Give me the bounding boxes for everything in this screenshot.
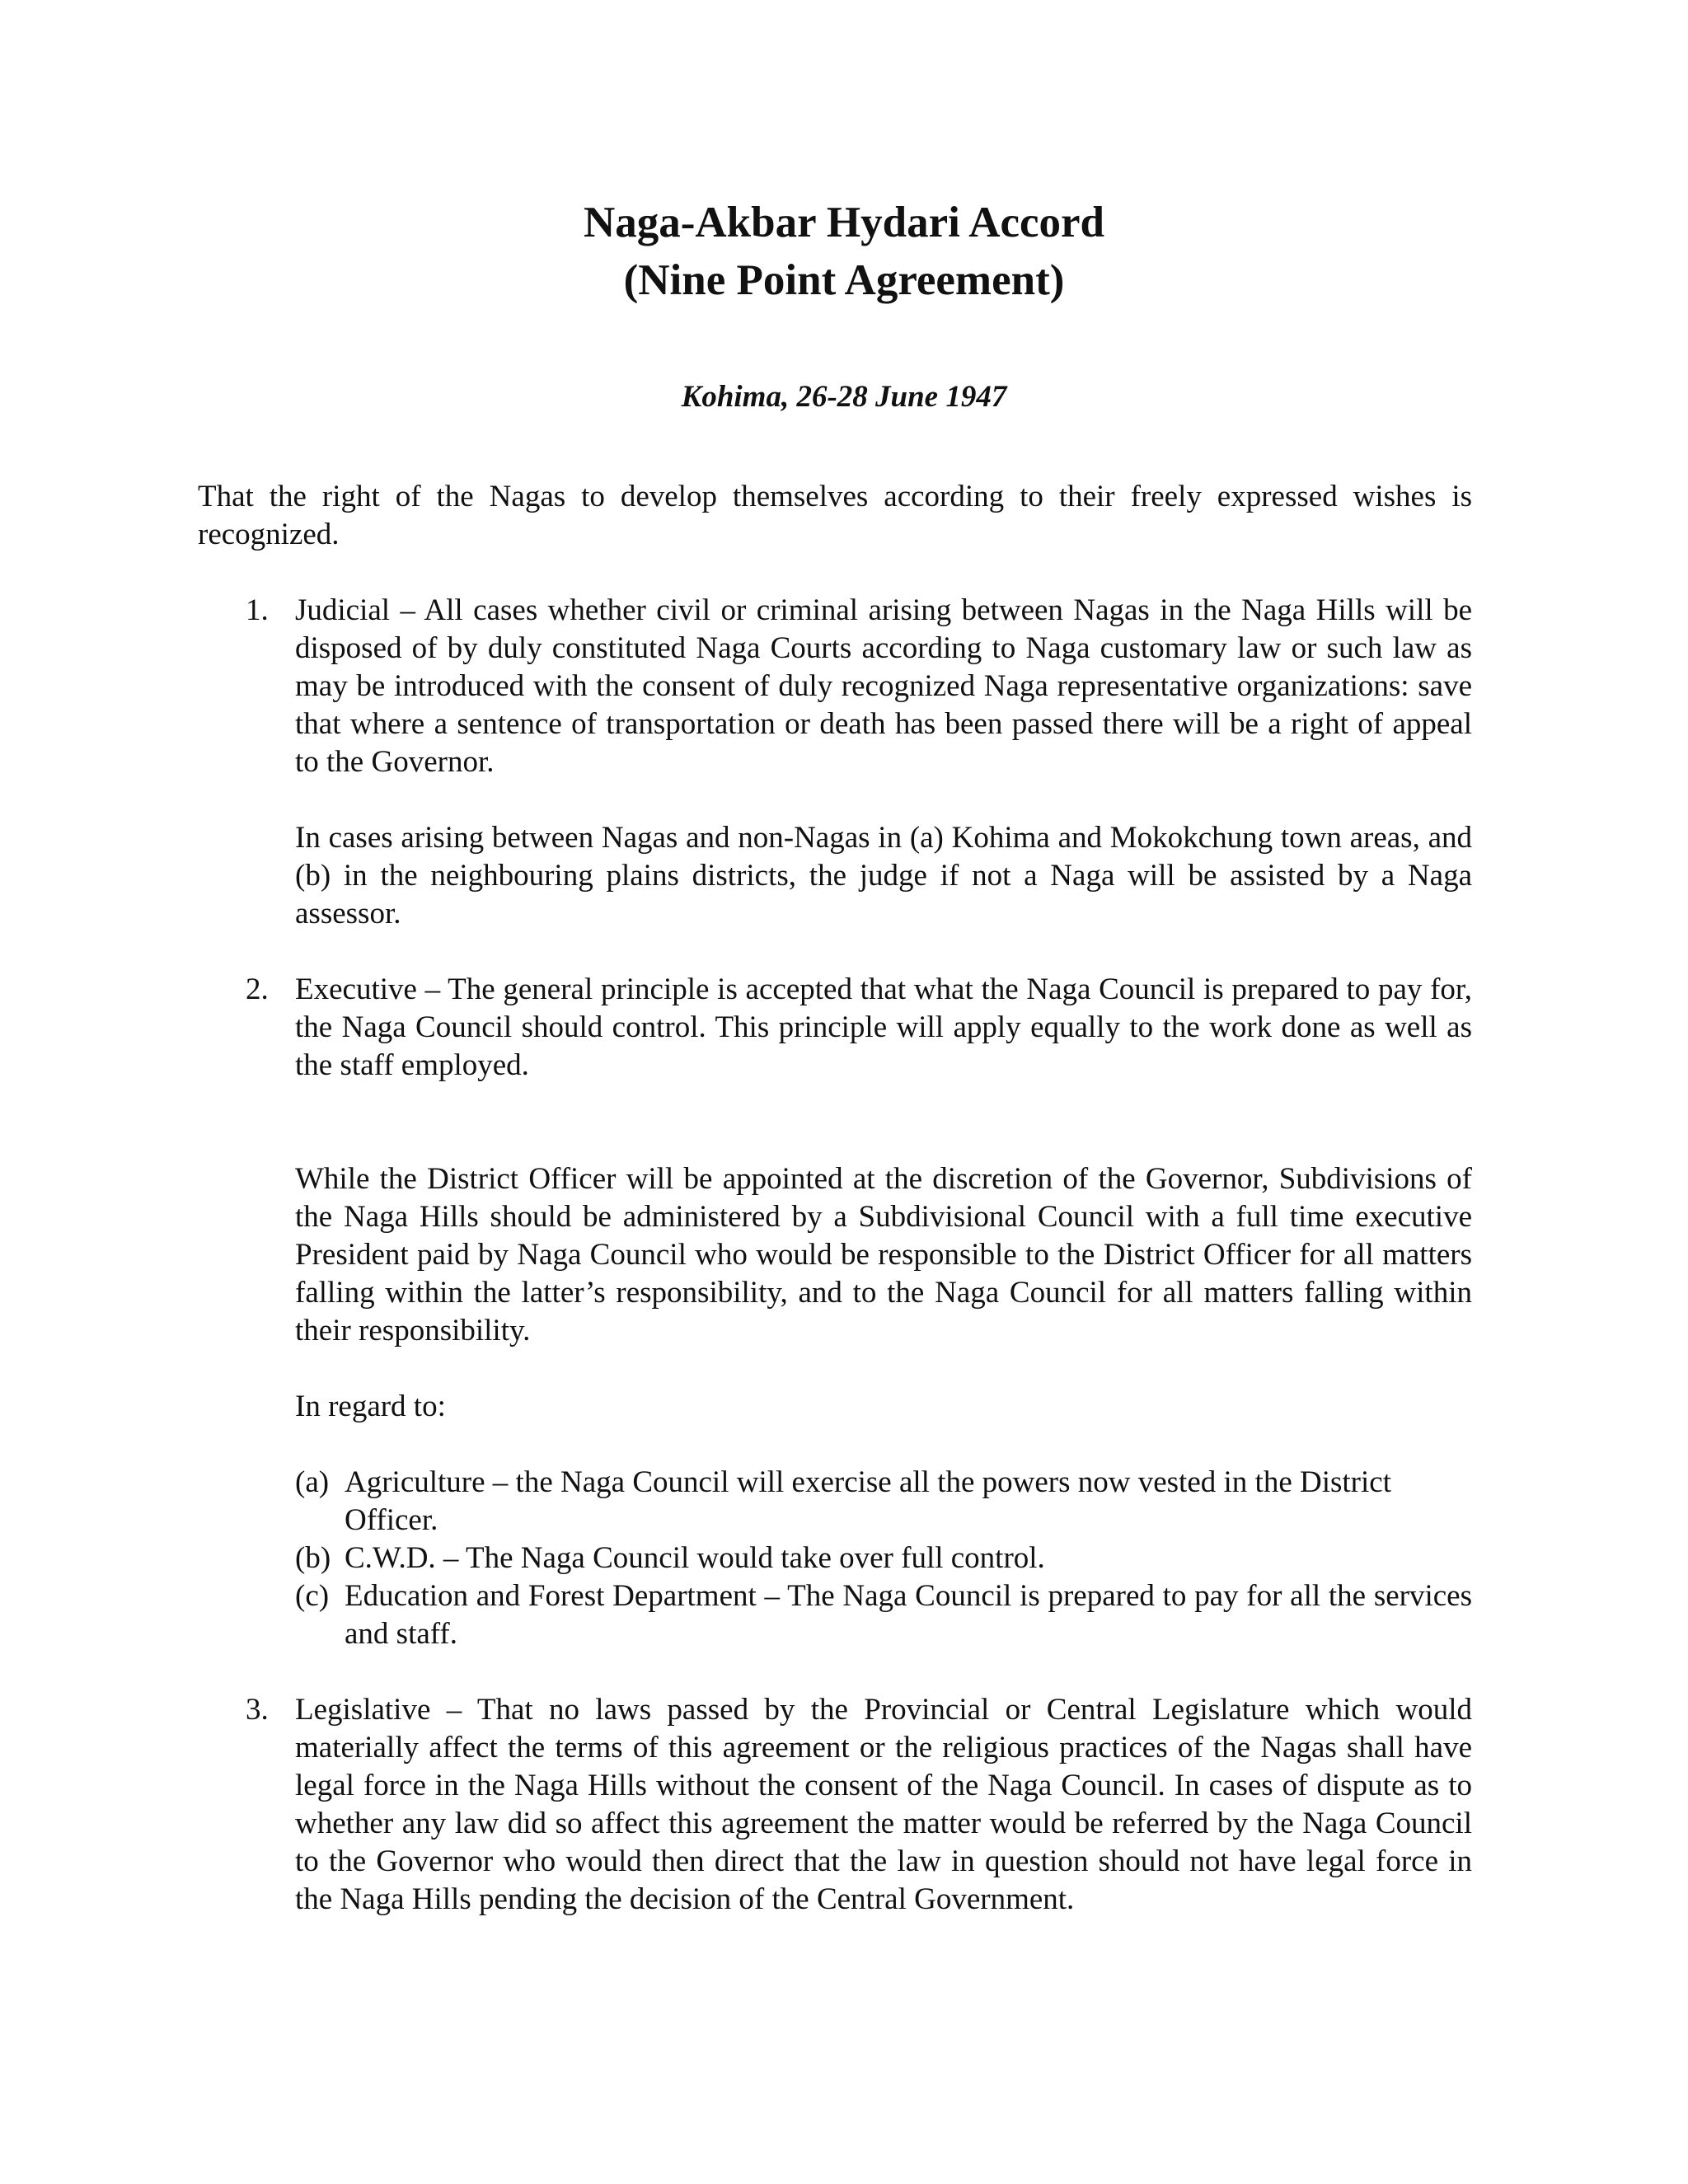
subitem-text: Agriculture – the Naga Council will exercise all the powers now vested in the District Officer. [345, 1465, 1391, 1537]
item-number: 3. [246, 1693, 269, 1727]
dateline: Kohima, 26-28 June 1947 [681, 380, 1007, 414]
subitem-mark: (c) [295, 1579, 330, 1613]
subitem-mark: (b) [295, 1541, 331, 1575]
subitem-text: Education and Forest Department – The Naga Council is prepared to pay for all the services and staff. [345, 1579, 1472, 1651]
subitem-mark: (a) [295, 1465, 330, 1499]
document-title: Naga-Akbar Hydari Accord [583, 199, 1105, 246]
item-number: 2. [246, 972, 269, 1006]
item-paragraph: Judicial – All cases whether civil or criminal arising between Nagas in the Naga Hills will be disposed of by duly constituted Naga Courts according to Naga customary law or such law as may be introduced with the consent of duly recognized Naga representative organizations: save that where a sentence of transportation or death has been passed there will be a right of appeal to the Governor. [295, 593, 1472, 779]
item-paragraph: In cases arising between Nagas and non-Nagas in (a) Kohima and Mokokchung town areas, and (b) in the neighbouring plains districts, the judge if not a Naga will be assisted by a Naga assessor. [295, 821, 1472, 930]
document-subtitle: (Nine Point Agreement) [623, 256, 1065, 304]
item-paragraph: In regard to: [295, 1390, 446, 1423]
item-paragraph: While the District Officer will be appointed at the discretion of the Governor, Subdivisions of the Naga Hills should be administered by a Subdivisional Council with a full time executive President paid by Naga Council who would be responsible to the District Officer for all matters falling within the latter’s responsibility, and to the Naga Council for all matters falling within their responsibility. [295, 1162, 1472, 1347]
intro-paragraph: That the right of the Nagas to develop themselves according to their freely expressed wishes is recognized. [198, 480, 1472, 551]
item-number: 1. [246, 593, 269, 627]
item-paragraph: Executive – The general principle is accepted that what the Naga Council is prepared to pay for, the Naga Council should control. This principle will apply equally to the work done as well as the staff employed. [295, 972, 1472, 1082]
subitem-text: C.W.D. – The Naga Council would take over full control. [345, 1541, 1045, 1575]
item-paragraph: Legislative – That no laws passed by the Provincial or Central Legislature which would materially affect the terms of this agreement or the religious practices of the Nagas shall have legal force in the Naga Hills without the consent of the Naga Council. In cases of dispute as to whether any law did so affect this agreement the matter would be referred by the Naga Council to the Governor who would then direct that the law in question should not have legal force in the Naga Hills pending the decision of the Central Government. [295, 1693, 1472, 1916]
